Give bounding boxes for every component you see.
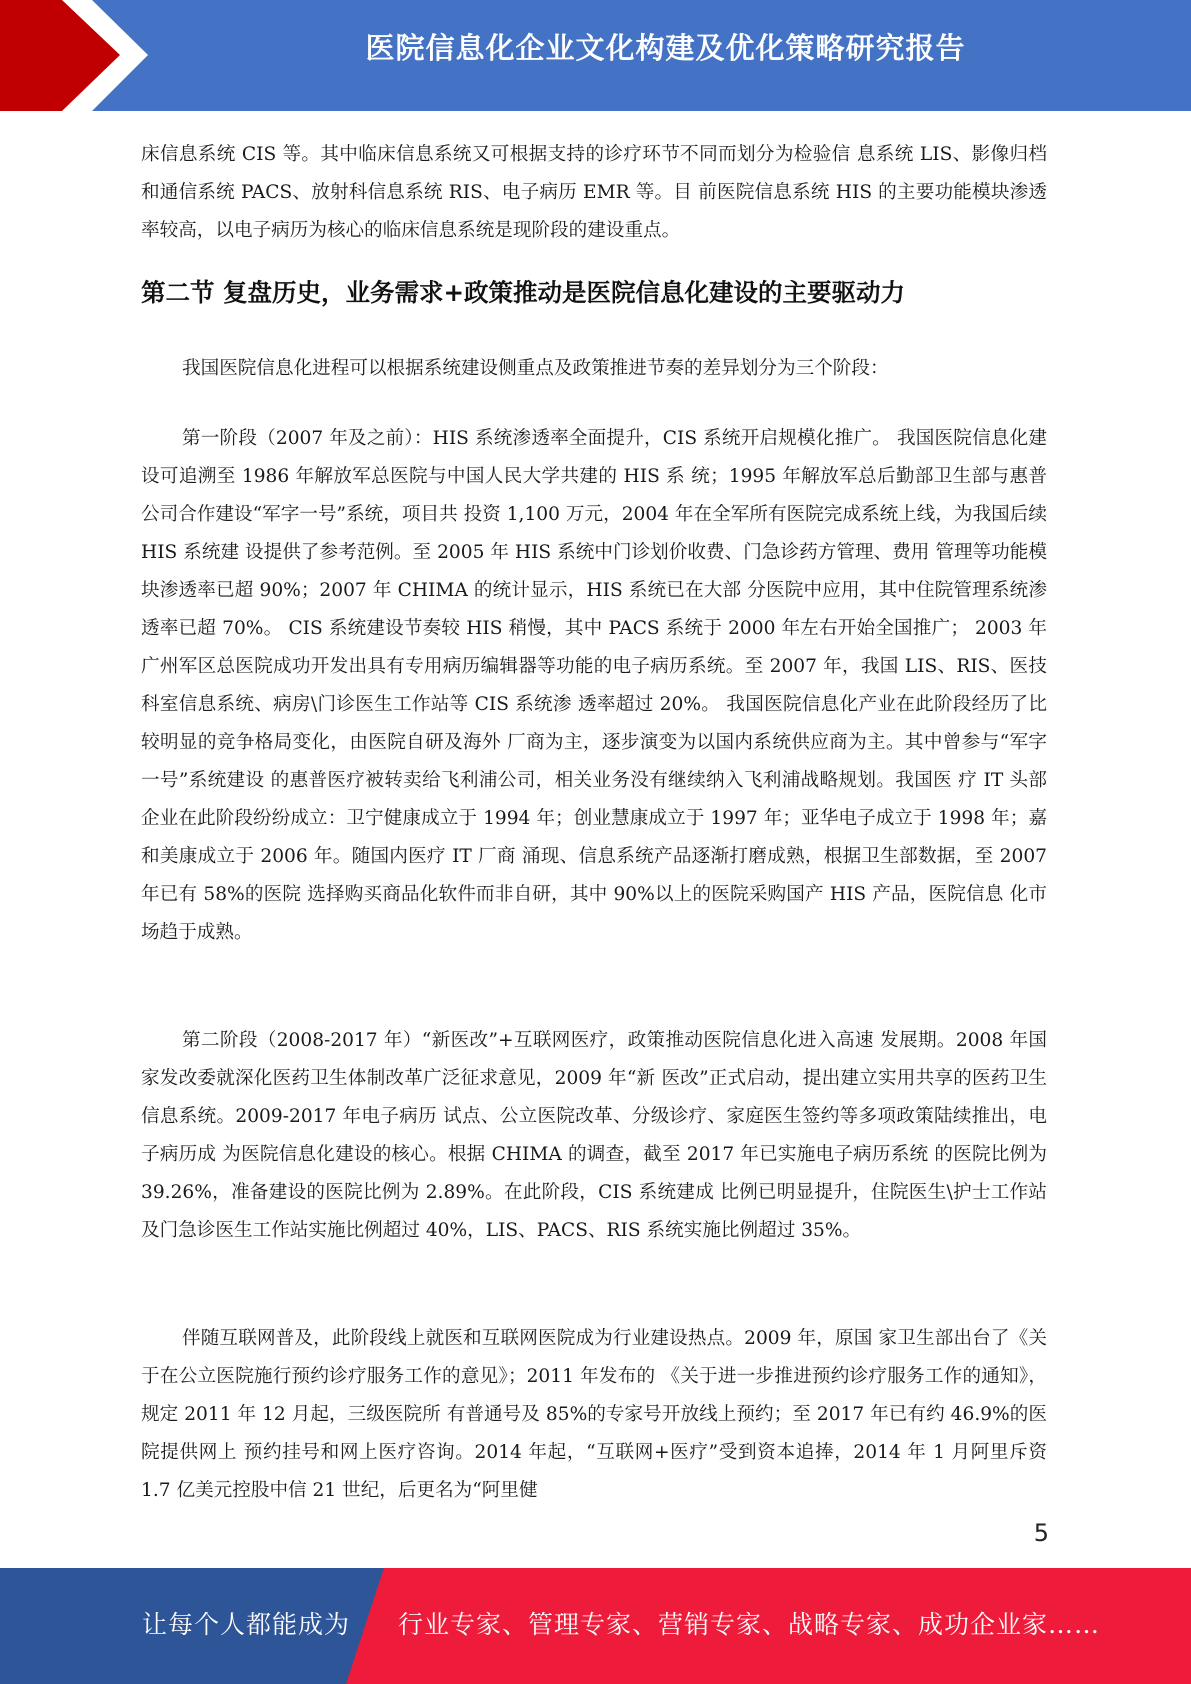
section-heading: 第二节 复盘历史，业务需求+政策推动是医院信息化建设的主要驱动力 <box>141 278 906 307</box>
page-number: 5 <box>1033 1519 1049 1547</box>
header-chevron-icon <box>0 0 160 111</box>
paragraph-stages-intro: 我国医院信息化进程可以根据系统建设侧重点及政策推进节奏的差异划分为三个阶段： <box>182 358 889 379</box>
footer-slogan-left: 让每个人都能成为 <box>142 1610 351 1639</box>
paragraph-stage-one: 第一阶段（2007 年及之前）：HIS 系统渗透率全面提升，CIS 系统开启规模化推广。 我国医院信息化建设可追溯至 1986 年解放军总医院与中国人民大学共建的 HIS 系 统；1995 年解放军总后勤部卫生部与惠普公司合作建设“军字一号”系统，项目共 投资 1,100 万元，2004 年在全军所有医院完成系统上线，为我国后续 HIS 系统建 设提供了参考范例。至 2005 年 HIS 系统中门诊划价收费、门急诊药方管理、费用 管理等功能模块渗透率已超 90%；2007 年 CHIMA 的统计显示，HIS 系统已在大部 分医院中应用，其中住院管理系统渗透率已超 70%。 CIS 系统建设节奏较 HIS 稍慢，其中 PACS 系统于 2000 年左右开始全国推广； 2003 年广州军区总医院成功开发出具有专用病历编辑器等功能的电子病历系统。至 2007 年，我国 LIS、RIS、医技科室信息系统、病房\门诊医生工作站等 CIS 系统渗 透率超过 20%。 我国医院信息化产业在此阶段经历了比较明显的竞争格局变化，由医院自研及海外 厂商为主，逐步演变为以国内系统供应商为主。其中曾参与“军字一号”系统建设 的惠普医疗被转卖给飞利浦公司，相关业务没有继续纳入飞利浦战略规划。我国医 疗 IT 头部企业在此阶段纷纷成立：卫宁健康成立于 1994 年；创业慧康成立于 1997 年；亚华电子成立于 1998 年；嘉和美康成立于 2006 年。随国内医疗 IT 厂商 涌现、信息系统产品逐渐打磨成熟，根据卫生部数据，至 2007 年已有 58%的医院 选择购买商品化软件而非自研，其中 90%以上的医院采购国产 HIS 产品，医院信息 化市场趋于成熟。 <box>141 428 1047 943</box>
paragraph-internet-medicine: 伴随互联网普及，此阶段线上就医和互联网医院成为行业建设热点。2009 年，原国 家卫生部出台了《关于在公立医院施行预约诊疗服务工作的意见》；2011 年发布的 《关于进一步推进预约诊疗服务工作的通知》，规定 2011 年 12 月起，三级医院所 有普通号及 85%的专家号开放线上预约；至 2017 年已有约 46.9%的医院提供网上 预约挂号和网上医疗咨询。2014 年起，“互联网+医疗”受到资本追捧，2014 年 1 月阿里斥资 1.7 亿美元控股中信 21 世纪，后更名为“阿里健 <box>141 1328 1047 1501</box>
intro-paragraph: 床信息系统 CIS 等。其中临床信息系统又可根据支持的诊疗环节不同而划分为检验信 息系统 LIS、影像归档和通信系统 PACS、放射科信息系统 RIS、电子病历 EMR 等。目 前医院信息系统 HIS 的主要功能模块渗透率较高，以电子病历为核心的临床信息系统是现阶段的建设重点。 <box>141 144 1047 241</box>
page-header <box>0 0 1191 111</box>
page-footer <box>0 1568 1191 1684</box>
document-title: 医院信息化企业文化构建及优化策略研究报告 <box>365 31 966 65</box>
paragraph-stage-two: 第二阶段（2008-2017 年）“新医改”+互联网医疗，政策推动医院信息化进入高速 发展期。2008 年国家发改委就深化医药卫生体制改革广泛征求意见，2009 年“新 医改”正式启动，提出建立实用共享的医药卫生信息系统。2009-2017 年电子病历 试点、公立医院改革、分级诊疗、家庭医生签约等多项政策陆续推出，电子病历成 为医院信息化建设的核心。根据 CHIMA 的调查，截至 2017 年已实施电子病历系统 的医院比例为 39.26%，准备建设的医院比例为 2.89%。在此阶段，CIS 系统建成 比例已明显提升，住院医生\护士工作站及门急诊医生工作站实施比例超过 40%，LIS、PACS、RIS 系统实施比例超过 35%。 <box>141 1030 1047 1241</box>
footer-slogan-right: 行业专家、管理专家、营销专家、战略专家、成功企业家…… <box>398 1610 1101 1639</box>
